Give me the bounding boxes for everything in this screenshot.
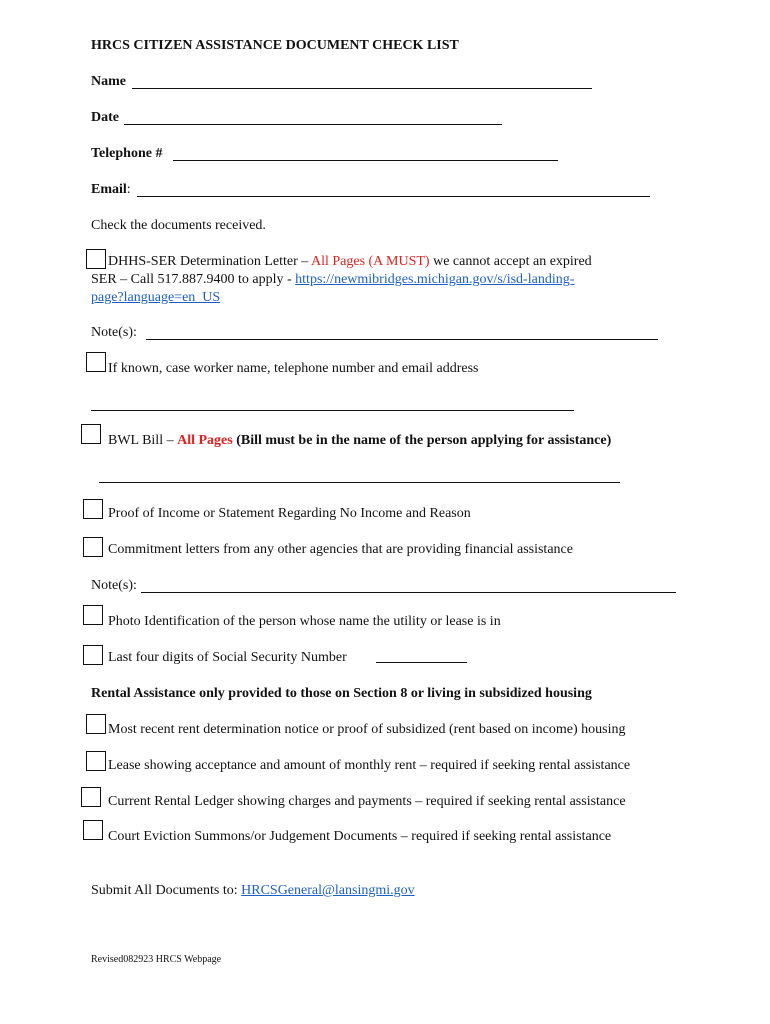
eviction-text: Court Eviction Summons/or Judgement Documents – required if seeking rental assistance <box>108 829 612 844</box>
checkbox-rent-determination[interactable] <box>86 714 106 734</box>
name-field[interactable] <box>132 88 592 89</box>
photo-id-text: Photo Identification of the person whose name the utility or lease is in <box>108 614 501 629</box>
dhhs-call-text: SER – Call 517.887.9400 to apply - <box>91 272 296 287</box>
name-label: Name <box>91 74 126 89</box>
bwl-field[interactable] <box>99 482 620 483</box>
rental-ledger-text: Current Rental Ledger showing charges and payments – required if seeking rental assistance <box>108 794 626 809</box>
submit-label: Submit All Documents to: <box>91 883 242 898</box>
notes2-field[interactable] <box>141 592 676 593</box>
case-worker-field[interactable] <box>91 410 574 411</box>
email-colon: : <box>126 182 131 197</box>
checkbox-rental-ledger[interactable] <box>81 787 101 807</box>
notes2-label: Note(s): <box>91 578 137 593</box>
lease-text: Lease showing acceptance and amount of monthly rent – required if seeking rental assistance <box>108 758 631 773</box>
ssn-field[interactable] <box>376 662 467 663</box>
submit-row <box>91 882 415 900</box>
mibridges-link-cont[interactable]: page?language=en_US <box>91 290 221 305</box>
telephone-field[interactable] <box>173 160 558 161</box>
rental-heading: Rental Assistance only provided to those on Section 8 or living in subsidized housing <box>91 686 592 701</box>
case-worker-text: If known, case worker name, telephone number and email address <box>108 361 479 376</box>
checkbox-proof-income[interactable] <box>83 499 103 519</box>
bwl-text <box>108 432 611 450</box>
date-label: Date <box>91 110 119 125</box>
checkbox-commitment[interactable] <box>83 537 103 557</box>
notes1-field[interactable] <box>146 339 658 340</box>
page-title: HRCS CITIZEN ASSISTANCE DOCUMENT CHECK LIST <box>91 38 459 53</box>
dhhs-text-a: DHHS-SER Determination Letter – <box>108 254 311 269</box>
email-label-row <box>91 181 131 199</box>
dhhs-line2 <box>91 271 574 289</box>
checkbox-case-worker[interactable] <box>86 352 106 372</box>
bwl-text-b: (Bill must be in the name of the person applying for assistance) <box>232 433 612 448</box>
email-field[interactable] <box>137 196 650 197</box>
checkbox-photo-id[interactable] <box>83 605 103 625</box>
notes1-label: Note(s): <box>91 325 137 340</box>
ssn-text: Last four digits of Social Security Number <box>108 650 347 665</box>
checkbox-bwl[interactable] <box>81 424 101 444</box>
date-field[interactable] <box>124 124 502 125</box>
checkbox-eviction[interactable] <box>83 820 103 840</box>
dhhs-must-text: All Pages (A MUST) <box>310 254 430 269</box>
submit-email-link[interactable]: HRCSGeneral@lansingmi.gov <box>241 883 415 898</box>
instructions: Check the documents received. <box>91 218 266 233</box>
dhhs-line1 <box>108 253 592 271</box>
commitment-text: Commitment letters from any other agencies that are providing financial assistance <box>108 542 573 557</box>
dhhs-text-b: we cannot accept an expired <box>429 254 592 269</box>
checkbox-dhhs[interactable] <box>86 249 106 269</box>
email-label: Email <box>91 182 127 197</box>
checkbox-ssn[interactable] <box>83 645 103 665</box>
footer-revision: Revised082923 HRCS Webpage <box>91 954 222 965</box>
bwl-text-a: BWL Bill – <box>108 433 178 448</box>
mibridges-link[interactable]: https://newmibridges.michigan.gov/s/isd-landing- <box>295 272 575 287</box>
checkbox-lease[interactable] <box>86 751 106 771</box>
bwl-all-pages: All Pages <box>177 433 233 448</box>
rent-determination-text: Most recent rent determination notice or proof of subsidized (rent based on income) housing <box>108 722 626 737</box>
telephone-label: Telephone # <box>91 146 163 161</box>
proof-income-text: Proof of Income or Statement Regarding No Income and Reason <box>108 506 471 521</box>
